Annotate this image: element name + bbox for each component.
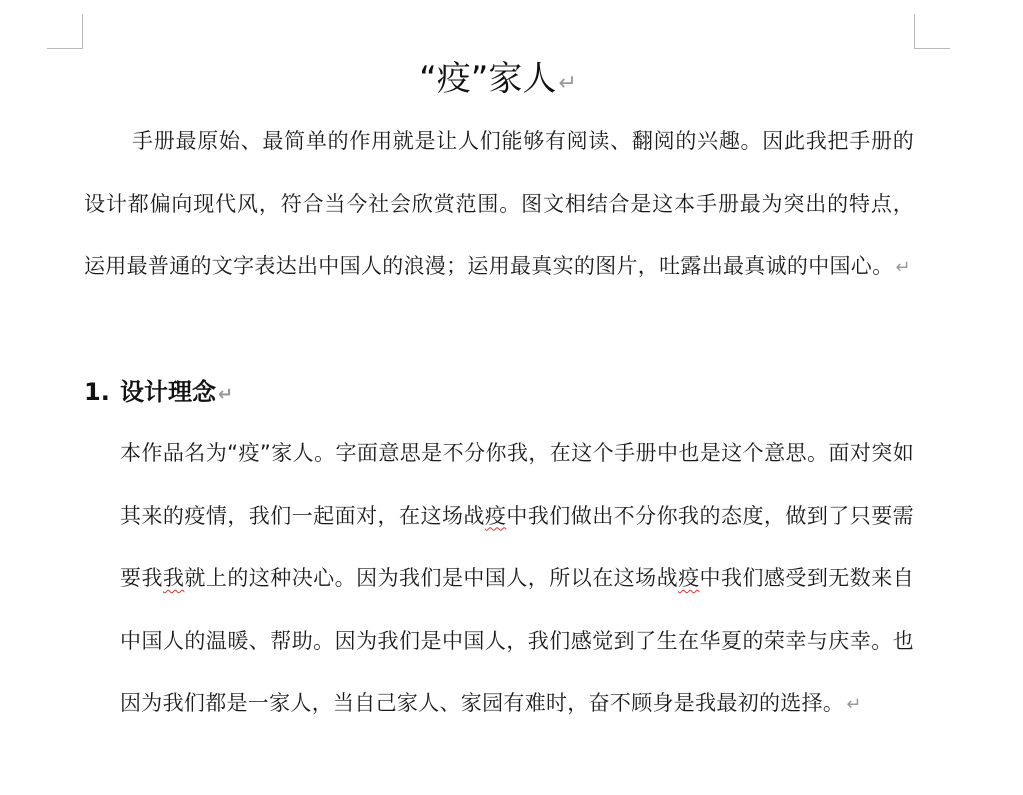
spellcheck-flag[interactable]: 疫 [484, 503, 507, 528]
body-text[interactable]: 中我们做出不分你我的态度，做到了只要需要我 [120, 503, 914, 590]
section-number: 1. [84, 378, 110, 406]
section-title[interactable]: 设计理念 [120, 378, 216, 406]
body-text[interactable]: 本作品名为“疫”家人。字面意思是不分你我，在这个手册中也是这个意思。面对突如其来的疫情，我们一起面对，在这场战 [120, 441, 914, 528]
section-heading[interactable] [84, 370, 233, 417]
crop-mark-top-right [914, 48, 950, 49]
section-body-paragraph[interactable] [120, 422, 914, 737]
paragraph-mark-icon: ↵ [218, 384, 234, 405]
intro-paragraph[interactable] [84, 110, 914, 300]
document-title[interactable] [82, 56, 914, 107]
spellcheck-flag[interactable]: 疫 [678, 566, 700, 590]
crop-mark-top-left [47, 48, 83, 49]
spellcheck-flag[interactable]: 我 [162, 566, 185, 590]
crop-mark-top-right [914, 14, 915, 49]
paragraph-mark-icon: ↵ [895, 257, 911, 278]
crop-mark-top-left [82, 14, 83, 49]
intro-text[interactable]: 手册最原始、最简单的作用就是让人们能够有阅读、翻阅的兴趣。因此我把手册的设计都偏向现代风，符合当今社会欣赏范围。图文相结合是这本手册最为突出的特点，运用最普通的文字表达出中国人的浪漫；运用最真实的图片，吐露出最真诚的中国心。 [84, 129, 914, 278]
body-text[interactable]: 就上的这种决心。因为我们是中国人，所以在这场战 [184, 566, 679, 590]
paragraph-mark-icon: ↵ [846, 694, 862, 715]
body-text[interactable]: 中我们感受到无数来自中国人的温暖、帮助。因为我们是中国人，我们感觉到了生在华夏的荣幸与庆幸。也因为我们都是一家人，当自己家人、家园有难时，奋不顾身是我最初的选择。 [120, 566, 914, 715]
document-title-text[interactable]: “疫”家人 [419, 59, 557, 99]
paragraph-mark-icon: ↵ [558, 71, 577, 96]
